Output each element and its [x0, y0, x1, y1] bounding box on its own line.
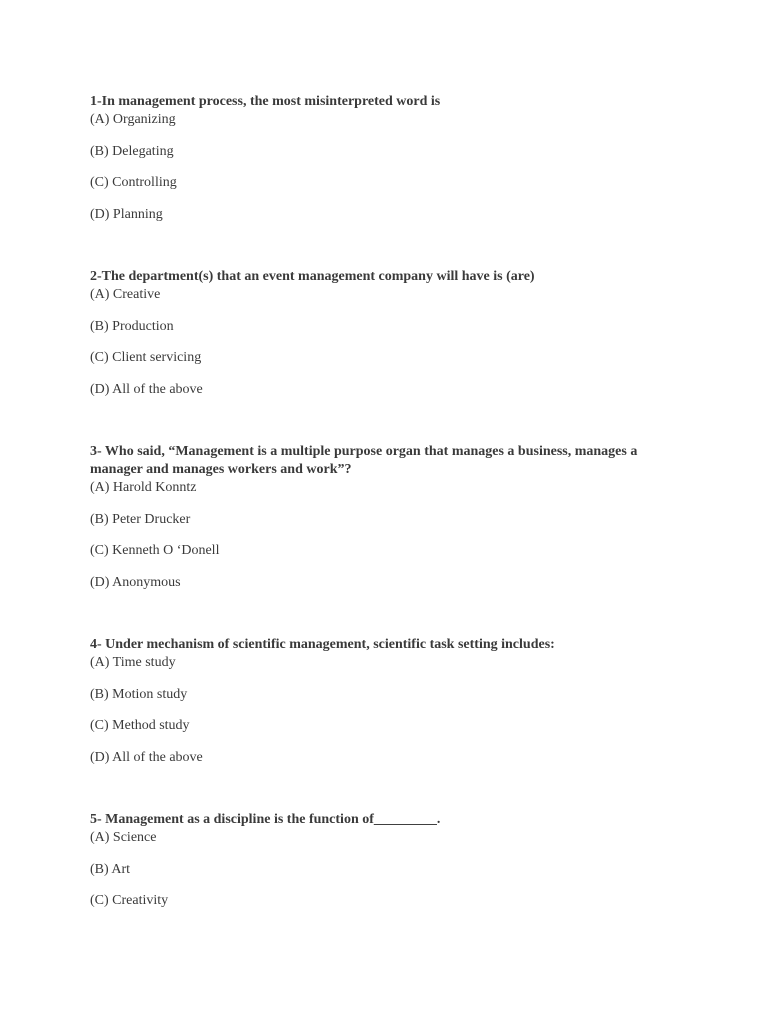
question-text: 4- Under mechanism of scientific management, scientific task setting includes: — [90, 637, 555, 652]
option-d: (D) Planning — [90, 206, 163, 222]
question-1 — [90, 93, 690, 224]
option-a: (A) Harold Konntz — [90, 480, 197, 495]
question-4 — [90, 636, 690, 767]
question-text: 5- Management as a discipline is the function of_________. — [90, 812, 441, 827]
question-3 — [90, 443, 670, 592]
option-d: (D) Anonymous — [90, 574, 181, 590]
option-list — [90, 111, 690, 224]
option-c: (C) Method study — [90, 718, 190, 733]
option-list — [90, 829, 690, 910]
option-c: (C) Kenneth O ‘Donell — [90, 543, 220, 558]
option-list — [90, 286, 690, 399]
option-b: (B) Motion study — [90, 686, 188, 702]
option-a: (A) Science — [90, 830, 157, 845]
option-d: (D) All of the above — [90, 381, 203, 397]
option-c: (C) Controlling — [90, 175, 177, 190]
option-a: (A) Time study — [90, 655, 176, 670]
option-list — [90, 654, 690, 767]
option-list — [90, 479, 670, 592]
option-b: (B) Production — [90, 318, 174, 334]
option-c: (C) Creativity — [90, 893, 169, 908]
option-b: (B) Art — [90, 861, 131, 877]
question-text: 3- Who said, “Management is a multiple purpose organ that manages a business, manages a manager and manages workers and work”? — [90, 444, 638, 477]
option-b: (B) Peter Drucker — [90, 511, 191, 527]
option-b: (B) Delegating — [90, 143, 174, 159]
question-2 — [90, 268, 690, 399]
option-a: (A) Creative — [90, 287, 161, 302]
option-c: (C) Client servicing — [90, 350, 202, 365]
option-d: (D) All of the above — [90, 749, 203, 765]
option-a: (A) Organizing — [90, 112, 176, 127]
question-5 — [90, 811, 690, 910]
question-text: 1-In management process, the most misinterpreted word is — [90, 94, 441, 109]
question-text: 2-The department(s) that an event management company will have is (are) — [90, 269, 535, 284]
